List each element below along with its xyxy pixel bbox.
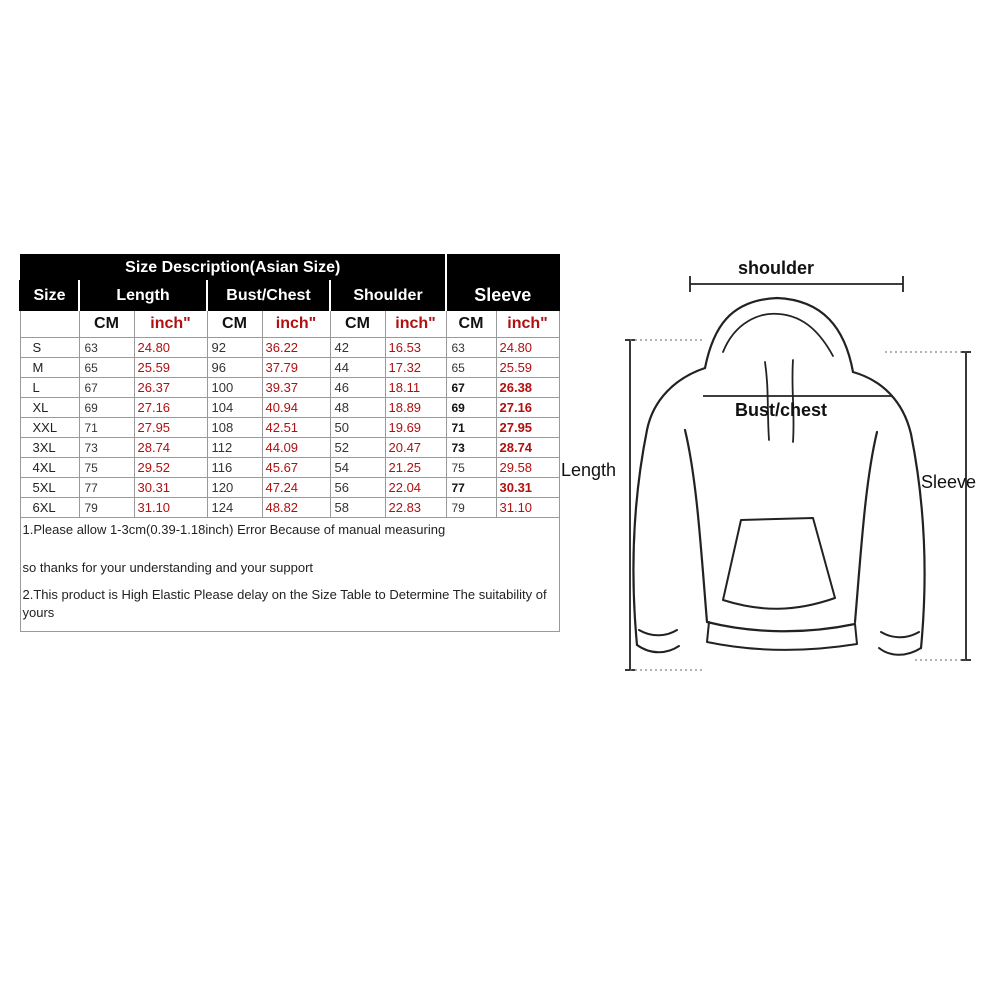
bust-inch-cell: 39.37	[262, 378, 330, 398]
measure-header-row	[20, 281, 559, 311]
length-label: Length	[561, 460, 617, 480]
sleeve-cm-cell: 77	[446, 478, 496, 498]
bust-inch-cell: 45.67	[262, 458, 330, 478]
length-cm-cell: 69	[79, 398, 134, 418]
unit-header-row	[20, 311, 559, 338]
bust-inch-cell: 36.22	[262, 338, 330, 358]
bust-cm-cell: 92	[207, 338, 262, 358]
table-row	[20, 458, 559, 478]
sleeve-cm-cell: 69	[446, 398, 496, 418]
table-title: Size Description(Asian Size)	[20, 255, 446, 281]
bust-cm-cell: 120	[207, 478, 262, 498]
shoulder-cm-cell: 42	[330, 338, 385, 358]
shoulder-inch-cell: 21.25	[385, 458, 446, 478]
note-row	[20, 552, 559, 582]
shoulder-header: Shoulder	[330, 281, 446, 311]
cuff-right	[879, 632, 921, 655]
table-row	[20, 358, 559, 378]
sleeve-cm-cell: 79	[446, 498, 496, 518]
table-row	[20, 438, 559, 458]
sleeve-inch-cell: 27.95	[496, 418, 559, 438]
sleeve-inch-cell: 27.16	[496, 398, 559, 418]
bust-inch-cell: 47.24	[262, 478, 330, 498]
bust-header: Bust/Chest	[207, 281, 330, 311]
table-row	[20, 338, 559, 358]
shoulder-cm-cell: 56	[330, 478, 385, 498]
shoulder-inch-cell: 18.89	[385, 398, 446, 418]
sleeve-inch-cell: 30.31	[496, 478, 559, 498]
size-cell: S	[20, 338, 79, 358]
sleeve-inch-cell: 28.74	[496, 438, 559, 458]
size-cell: M	[20, 358, 79, 378]
length-inch-cell: 25.59	[134, 358, 207, 378]
length-inch-cell: 28.74	[134, 438, 207, 458]
shoulder-inch-unit: inch"	[385, 311, 446, 338]
size-cell: XXL	[20, 418, 79, 438]
table-title-filler	[446, 255, 559, 281]
size-cell: XL	[20, 398, 79, 418]
sleeve-cm-cell: 67	[446, 378, 496, 398]
sleeve-cm-cell: 71	[446, 418, 496, 438]
length-inch-cell: 27.16	[134, 398, 207, 418]
sleeve-cm-cell: 65	[446, 358, 496, 378]
length-inch-cell: 29.52	[134, 458, 207, 478]
bust-cm-cell: 108	[207, 418, 262, 438]
shoulder-cm-cell: 52	[330, 438, 385, 458]
note-measurement-error: 1.Please allow 1-3cm(0.39-1.18inch) Error Because of manual measuring	[20, 518, 559, 553]
shoulder-inch-cell: 22.83	[385, 498, 446, 518]
bust-inch-cell: 42.51	[262, 418, 330, 438]
bust-label: Bust/chest	[735, 400, 828, 420]
shoulder-label: shoulder	[738, 258, 815, 278]
hood-outline	[705, 298, 853, 372]
shoulder-cm-cell: 50	[330, 418, 385, 438]
length-inch-cell: 24.80	[134, 338, 207, 358]
shoulder-inch-cell: 18.11	[385, 378, 446, 398]
bust-cm-cell: 100	[207, 378, 262, 398]
sleeve-inch-unit: inch"	[496, 311, 559, 338]
sleeve-inch-cell: 24.80	[496, 338, 559, 358]
kangaroo-pocket	[723, 518, 835, 609]
note-row	[20, 582, 559, 632]
hoodie-measurement-diagram	[555, 250, 995, 690]
size-cell: 6XL	[20, 498, 79, 518]
sleeve-inch-cell: 31.10	[496, 498, 559, 518]
bust-cm-cell: 116	[207, 458, 262, 478]
size-chart-table	[19, 254, 560, 632]
sleeve-cm-unit: CM	[446, 311, 496, 338]
length-cm-cell: 77	[79, 478, 134, 498]
bust-cm-cell: 124	[207, 498, 262, 518]
size-cell: 3XL	[20, 438, 79, 458]
length-inch-unit: inch"	[134, 311, 207, 338]
sleeve-header: Sleeve	[446, 281, 559, 311]
shoulder-cm-cell: 48	[330, 398, 385, 418]
unit-blank	[20, 311, 79, 338]
guide-lines	[630, 340, 966, 670]
shoulder-cm-cell: 54	[330, 458, 385, 478]
note-thanks: so thanks for your understanding and your support	[20, 552, 559, 582]
bust-inch-cell: 37.79	[262, 358, 330, 378]
bust-inch-cell: 40.94	[262, 398, 330, 418]
shoulder-cm-cell: 58	[330, 498, 385, 518]
sleeve-label: Sleeve	[921, 472, 977, 492]
length-cm-cell: 67	[79, 378, 134, 398]
length-cm-cell: 65	[79, 358, 134, 378]
length-cm-cell: 79	[79, 498, 134, 518]
length-cm-cell: 71	[79, 418, 134, 438]
bust-inch-cell: 44.09	[262, 438, 330, 458]
size-cell: L	[20, 378, 79, 398]
shoulder-inch-cell: 22.04	[385, 478, 446, 498]
length-cm-unit: CM	[79, 311, 134, 338]
length-header: Length	[79, 281, 207, 311]
length-inch-cell: 27.95	[134, 418, 207, 438]
bust-inch-unit: inch"	[262, 311, 330, 338]
sleeve-inch-cell: 25.59	[496, 358, 559, 378]
note-row	[20, 518, 559, 553]
table-row	[20, 498, 559, 518]
table-row	[20, 478, 559, 498]
length-inch-cell: 31.10	[134, 498, 207, 518]
bust-cm-unit: CM	[207, 311, 262, 338]
length-inch-cell: 26.37	[134, 378, 207, 398]
table-title-row	[20, 255, 559, 281]
sleeve-inch-cell: 29.58	[496, 458, 559, 478]
note-elastic: 2.This product is High Elastic Please delay on the Size Table to Determine The suitability of yours	[20, 582, 559, 632]
table-row	[20, 418, 559, 438]
dimension-lines	[625, 276, 971, 670]
length-cm-cell: 75	[79, 458, 134, 478]
sleeve-cm-cell: 75	[446, 458, 496, 478]
table-row	[20, 378, 559, 398]
sleeve-inch-cell: 26.38	[496, 378, 559, 398]
bust-inch-cell: 48.82	[262, 498, 330, 518]
hoodie-outline	[633, 298, 924, 655]
sleeve-cm-cell: 63	[446, 338, 496, 358]
bust-cm-cell: 112	[207, 438, 262, 458]
shoulder-inch-cell: 20.47	[385, 438, 446, 458]
length-inch-cell: 30.31	[134, 478, 207, 498]
shoulder-inch-cell: 17.32	[385, 358, 446, 378]
cuff-left	[637, 630, 679, 652]
bust-cm-cell: 96	[207, 358, 262, 378]
hood-inner-outline	[723, 314, 833, 356]
length-cm-cell: 63	[79, 338, 134, 358]
shoulder-cm-unit: CM	[330, 311, 385, 338]
sleeve-cm-cell: 73	[446, 438, 496, 458]
size-cell: 4XL	[20, 458, 79, 478]
hoodie-illustration	[555, 250, 995, 690]
table-row	[20, 398, 559, 418]
shoulder-cm-cell: 46	[330, 378, 385, 398]
shoulder-cm-cell: 44	[330, 358, 385, 378]
size-cell: 5XL	[20, 478, 79, 498]
shoulder-inch-cell: 19.69	[385, 418, 446, 438]
length-cm-cell: 73	[79, 438, 134, 458]
shoulder-inch-cell: 16.53	[385, 338, 446, 358]
bust-cm-cell: 104	[207, 398, 262, 418]
size-header: Size	[20, 281, 79, 311]
